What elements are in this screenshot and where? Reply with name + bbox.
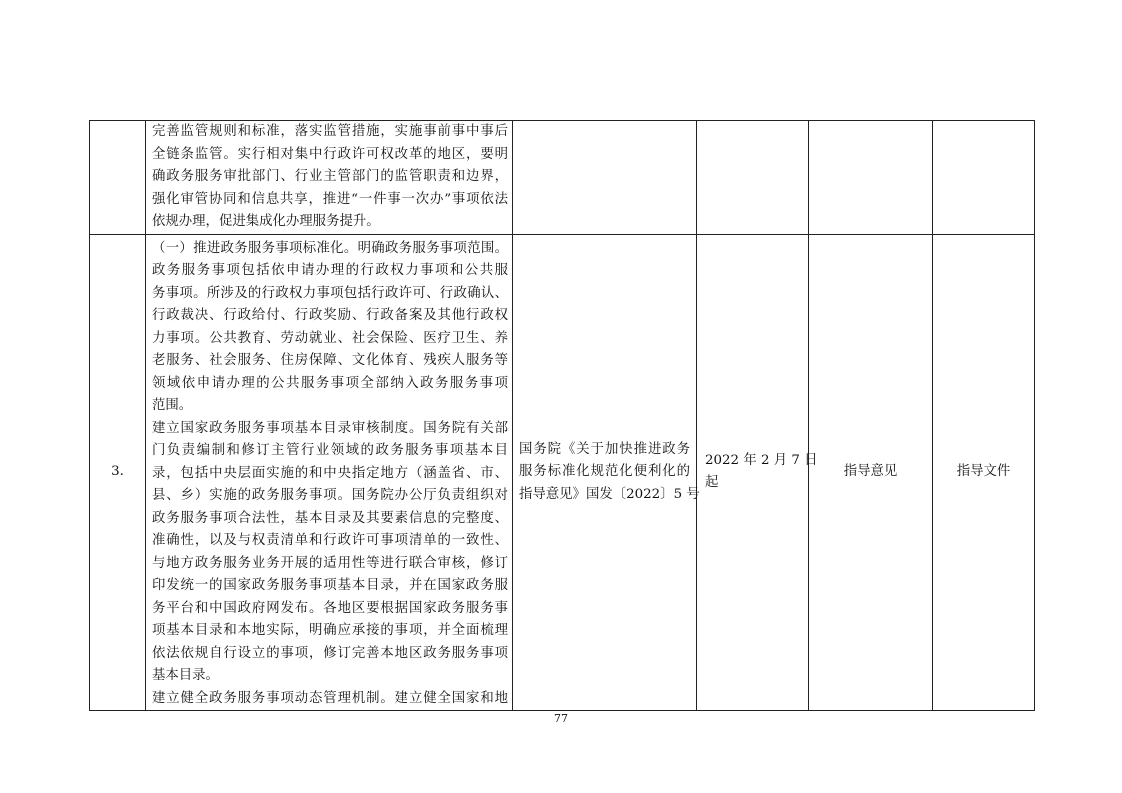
row-number-cell (90, 121, 146, 235)
content-line: 领域依申请办理的公共服务事项全部纳入政务服务事项 (152, 375, 508, 391)
policy-table (89, 120, 1035, 711)
page-number: 77 (554, 712, 568, 725)
content-line: 项基本目录和本地实际，明确应承接的事项，并全面梳理 (152, 623, 508, 638)
content-line: 确政务服务审批部门、行业主管部门的监管职责和边界， (152, 169, 508, 184)
row-number-cell: 3. (90, 234, 146, 711)
content-line: 老服务、社会服务、住房保障、文化体育、残疾人服务等 (152, 353, 508, 368)
content-line: 建立国家政务服务事项基本目录审核制度。国务院有关部 (152, 420, 508, 436)
table-row (90, 234, 1035, 711)
source-cell (513, 234, 700, 711)
content-line: 强化审管协同和信息共享，推进“一件事一次办”事项依法 (152, 191, 508, 207)
source-line: 国务院《关于加快推进政务 (519, 441, 690, 457)
date-line: 起 (705, 475, 719, 491)
content-line: 完善监管规则和标准，落实监管措施，实施事前事中事后 (152, 124, 508, 139)
table-row (90, 121, 1035, 235)
source-cell (513, 121, 697, 235)
content-cell (146, 121, 513, 235)
content-line: 与地方政务服务业务开展的适用性等进行联合审核，修订 (152, 555, 508, 571)
content-line: 准确性，以及与权责清单和行政许可事项清单的一致性、 (152, 533, 508, 548)
date-cell (697, 234, 818, 711)
date-cell (697, 121, 809, 235)
source-line: 指导意见》国发〔2022〕5 号 (519, 486, 700, 502)
content-cell (146, 234, 513, 711)
type-cell: 指导意见 (809, 234, 933, 711)
content-line: 力事项。公共教育、劳动就业、社会保险、医疗卫生、养 (152, 330, 508, 346)
content-line: （一）推进政务服务事项标准化。明确政务服务事项范围。 (152, 240, 508, 256)
content-line: 印发统一的国家政务服务事项基本目录，并在国家政务服 (152, 578, 508, 593)
content-line: 依规办理，促进集成化办理服务提升。 (152, 214, 380, 229)
content-line: 门负责编制和修订主管行业领域的政务服务事项基本目 (152, 443, 508, 458)
content-line: 录，包括中央层面实施的和中央指定地方（涵盖省、市、 (152, 465, 508, 481)
content-line: 建立健全政务服务事项动态管理机制。建立健全国家和地 (152, 690, 508, 706)
content-line: 基本目录。 (152, 668, 219, 683)
content-line: 行政裁决、行政给付、行政奖励、行政备案及其他行政权 (152, 308, 508, 323)
kind-cell: 指导文件 (933, 234, 1035, 711)
content-line: 政务服务事项包括依申请办理的行政权力事项和公共服 (152, 263, 508, 278)
date-line: 2022 年 2 月 7 日 (705, 452, 818, 468)
type-cell (809, 121, 933, 235)
content-line: 全链条监管。实行相对集中行政许可权改革的地区，要明 (152, 146, 508, 162)
content-line: 范围。 (152, 398, 193, 413)
source-line: 服务标准化规范化便利化的 (519, 464, 690, 479)
content-line: 务平台和中国政府网发布。各地区要根据国家政务服务事 (152, 600, 508, 616)
content-line: 依法依规自行设立的事项，修订完善本地区政务服务事项 (152, 645, 508, 661)
kind-cell (933, 121, 1035, 235)
content-line: 县、乡）实施的政务服务事项。国务院办公厅负责组织对 (152, 488, 508, 503)
content-line: 务事项。所涉及的行政权力事项包括行政许可、行政确认、 (152, 285, 508, 301)
content-line: 政务服务事项合法性，基本目录及其要素信息的完整度、 (152, 510, 508, 526)
